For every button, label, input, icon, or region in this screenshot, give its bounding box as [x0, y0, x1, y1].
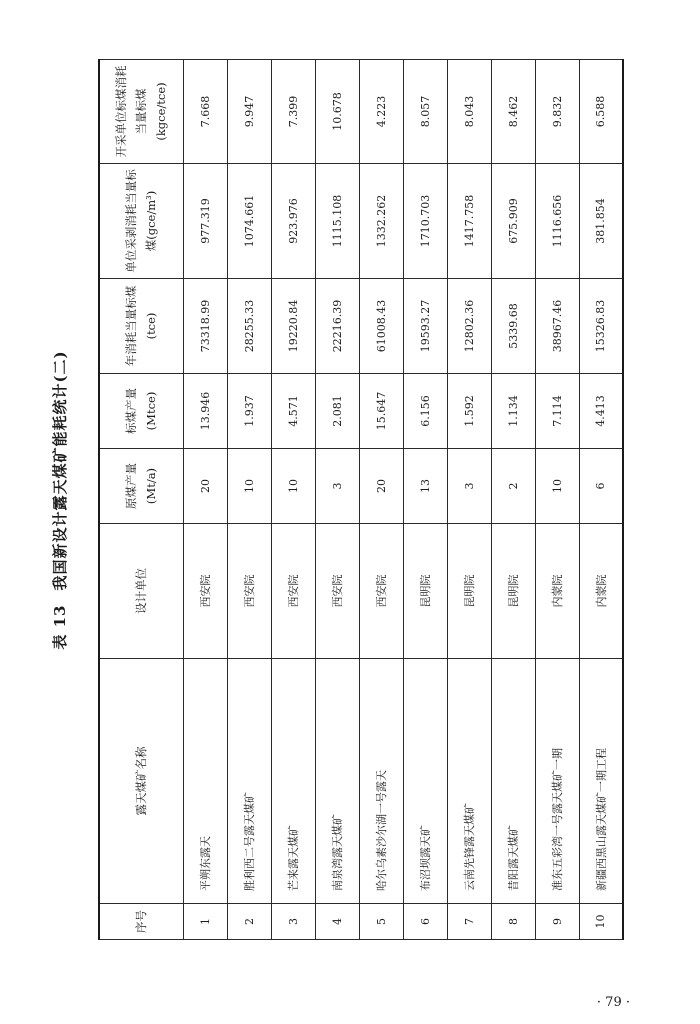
cell-name: 南泉湾露天煤矿 — [315, 659, 359, 904]
table-row — [535, 60, 579, 940]
cell-annual-energy: 19220.84 — [271, 279, 315, 374]
cell-designer: 西安院 — [183, 524, 227, 659]
cell-designer: 内蒙院 — [535, 524, 579, 659]
cell-name: 新疆西黑山露天煤矿一期工程 — [579, 659, 623, 904]
cell-raw-coal: 20 — [183, 449, 227, 524]
table-title — [40, 60, 80, 940]
header-name: 露天煤矿名称 — [99, 659, 183, 904]
cell-annual-energy: 61008.43 — [359, 279, 403, 374]
cell-name: 胜利西二号露天煤矿 — [227, 659, 271, 904]
table-row — [447, 60, 491, 940]
cell-designer: 西安院 — [315, 524, 359, 659]
cell-designer: 西安院 — [271, 524, 315, 659]
table-number: 表 13 — [51, 604, 69, 650]
cell-std-coal: 6.156 — [403, 374, 447, 449]
cell-unit-stripping: 923.976 — [271, 164, 315, 279]
cell-unit-stripping: 1074.661 — [227, 164, 271, 279]
cell-name: 布沼坝露天矿 — [403, 659, 447, 904]
cell-unit-stripping: 381.854 — [579, 164, 623, 279]
header-designer: 设计单位 — [99, 524, 183, 659]
cell-name: 哈尔乌素沙尔湖一号露天 — [359, 659, 403, 904]
cell-unit-stripping: 1115.108 — [315, 164, 359, 279]
cell-raw-coal: 3 — [315, 449, 359, 524]
cell-annual-energy: 5339.68 — [491, 279, 535, 374]
header-raw-coal: 原煤产量(Mt/a) — [99, 449, 183, 524]
cell-unit-coal: 10.678 — [315, 60, 359, 164]
cell-no: 2 — [227, 904, 271, 940]
cell-std-coal: 4.413 — [579, 374, 623, 449]
cell-unit-coal: 7.399 — [271, 60, 315, 164]
cell-designer: 内蒙院 — [579, 524, 623, 659]
cell-name: 昔阳露天煤矿 — [491, 659, 535, 904]
cell-unit-stripping: 675.909 — [491, 164, 535, 279]
cell-std-coal: 1.937 — [227, 374, 271, 449]
header-annual-energy: 年消耗当量标煤(tce) — [99, 279, 183, 374]
cell-designer: 昆明院 — [403, 524, 447, 659]
header-row — [99, 60, 183, 940]
cell-no: 6 — [403, 904, 447, 940]
header-std-coal: 标煤产量(Mtce) — [99, 374, 183, 449]
cell-no: 1 — [183, 904, 227, 940]
cell-annual-energy: 22216.39 — [315, 279, 359, 374]
cell-unit-coal: 6.588 — [579, 60, 623, 164]
cell-no: 8 — [491, 904, 535, 940]
cell-unit-coal: 4.223 — [359, 60, 403, 164]
table-row — [403, 60, 447, 940]
energy-consumption-table — [98, 59, 624, 940]
cell-unit-stripping: 1710.703 — [403, 164, 447, 279]
cell-raw-coal: 20 — [359, 449, 403, 524]
cell-designer: 西安院 — [359, 524, 403, 659]
cell-name: 准东五彩湾一号露天煤矿一期 — [535, 659, 579, 904]
cell-std-coal: 13.946 — [183, 374, 227, 449]
table-title-text: 我国新设计露天煤矿能耗统计(二) — [51, 350, 69, 591]
cell-unit-coal: 9.832 — [535, 60, 579, 164]
table-row — [271, 60, 315, 940]
cell-unit-stripping: 1417.758 — [447, 164, 491, 279]
cell-designer: 西安院 — [227, 524, 271, 659]
cell-unit-coal: 8.057 — [403, 60, 447, 164]
table-row — [359, 60, 403, 940]
rotated-page-content — [40, 60, 640, 940]
cell-no: 10 — [579, 904, 623, 940]
cell-std-coal: 1.592 — [447, 374, 491, 449]
cell-raw-coal: 2 — [491, 449, 535, 524]
table-row — [491, 60, 535, 940]
cell-unit-stripping: 977.319 — [183, 164, 227, 279]
cell-no: 5 — [359, 904, 403, 940]
cell-unit-coal: 7.668 — [183, 60, 227, 164]
cell-name: 云南先锋露天煤矿 — [447, 659, 491, 904]
cell-annual-energy: 73318.99 — [183, 279, 227, 374]
cell-name: 芒来露天煤矿 — [271, 659, 315, 904]
cell-annual-energy: 15326.83 — [579, 279, 623, 374]
cell-annual-energy: 19593.27 — [403, 279, 447, 374]
cell-no: 9 — [535, 904, 579, 940]
cell-raw-coal: 6 — [579, 449, 623, 524]
cell-annual-energy: 12802.36 — [447, 279, 491, 374]
cell-no: 4 — [315, 904, 359, 940]
cell-std-coal: 4.571 — [271, 374, 315, 449]
cell-no: 7 — [447, 904, 491, 940]
table-row — [227, 60, 271, 940]
cell-raw-coal: 10 — [535, 449, 579, 524]
cell-designer: 昆明院 — [447, 524, 491, 659]
header-no: 序号 — [99, 904, 183, 940]
table-row — [315, 60, 359, 940]
cell-name: 平朔东露天 — [183, 659, 227, 904]
cell-raw-coal: 10 — [271, 449, 315, 524]
cell-std-coal: 15.647 — [359, 374, 403, 449]
cell-std-coal: 7.114 — [535, 374, 579, 449]
cell-raw-coal: 13 — [403, 449, 447, 524]
cell-std-coal: 1.134 — [491, 374, 535, 449]
cell-unit-coal: 8.462 — [491, 60, 535, 164]
cell-annual-energy: 38967.46 — [535, 279, 579, 374]
cell-unit-stripping: 1116.656 — [535, 164, 579, 279]
cell-raw-coal: 10 — [227, 449, 271, 524]
page-number: · 79 · — [596, 995, 630, 1010]
cell-unit-coal: 9.947 — [227, 60, 271, 164]
cell-no: 3 — [271, 904, 315, 940]
cell-std-coal: 2.081 — [315, 374, 359, 449]
table-row — [183, 60, 227, 940]
table-row — [579, 60, 623, 940]
cell-annual-energy: 28255.33 — [227, 279, 271, 374]
header-unit-stripping: 单位采剥消耗当量标煤(gce/m³) — [99, 164, 183, 279]
header-unit-coal: 开采单位标煤消耗当量标煤(kgce/tce) — [99, 60, 183, 164]
cell-designer: 昆明院 — [491, 524, 535, 659]
cell-unit-coal: 8.043 — [447, 60, 491, 164]
cell-unit-stripping: 1332.262 — [359, 164, 403, 279]
cell-raw-coal: 3 — [447, 449, 491, 524]
